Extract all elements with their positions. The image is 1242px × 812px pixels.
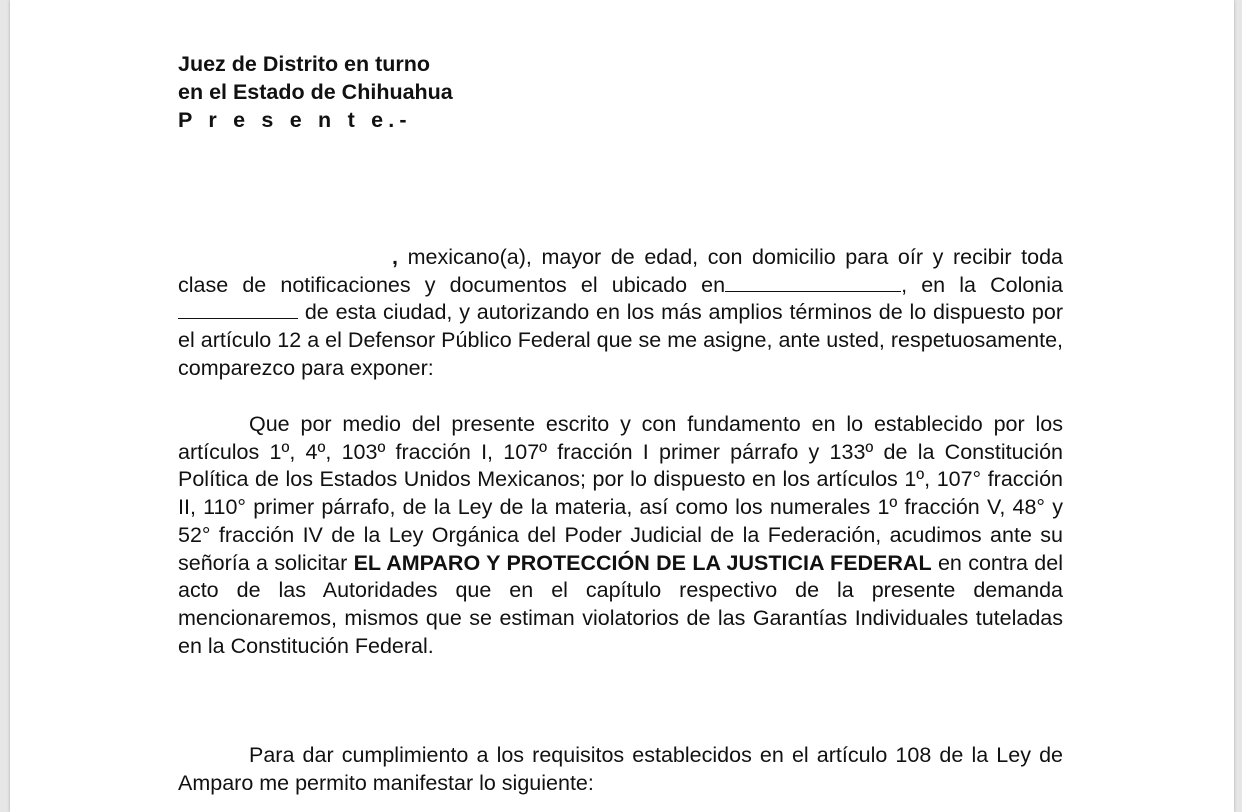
intro-text-2: , en la Colonia (901, 272, 1063, 297)
intro-paragraph (178, 244, 1063, 383)
name-blank (178, 245, 392, 264)
addressee-heading (178, 50, 453, 134)
document-page (10, 0, 1234, 812)
address-blank (725, 272, 901, 292)
intro-text-3: de esta ciudad, y autorizando en los más amplios términos de lo dispuesto por el artículo 12 a el Defensor Público Federal que se me asigne, ante usted, respetuosamente, comparezco para exponer: (178, 300, 1063, 380)
closing-paragraph (178, 742, 1063, 797)
body-text-1: Que por medio del presente escrito y con fundamento en lo establecido por los artículos 1º, 4º, 103º fracción I, 107º fracción I primer párrafo y 133º de la Constitución Política de los Estados Unidos Mexicanos; por lo dispuesto en los artículos 1º, 107° fracción II, 110° primer párrafo, de la Ley de la materia, así como los numerales 1º fracción V, 48° y 52° fracción IV de la Ley Orgánica del Poder Judicial de la Federación, acudimos ante su señoría a solicitar (178, 412, 1063, 575)
intro-comma: , (392, 245, 398, 269)
body-text-2: en contra del acto de las Autoridades que en el capítulo respectivo de la presente demanda mencionaremos, mismos que se estiman violatorios de las Garantías Individuales tuteladas en la Constitución Federal. (178, 550, 1063, 658)
body-bold-text: EL AMPARO Y PROTECCIÓN DE LA JUSTICIA FEDERAL (353, 550, 932, 575)
addressee-line-2: en el Estado de Chihuahua (178, 80, 453, 104)
addressee-line-1: Juez de Distrito en turno (178, 52, 431, 76)
body-paragraph (178, 411, 1063, 660)
closing-text: Para dar cumplimiento a los requisitos establecidos en el artículo 108 de la Ley de Amparo me permito manifestar lo siguiente: (178, 743, 1063, 795)
intro-text-1: mexicano(a), mayor de edad, con domicilio para oír y recibir toda clase de notificaciones y documentos el ubicado en (178, 245, 1063, 297)
addressee-line-3: P r e s e n t e.- (178, 108, 412, 132)
colonia-blank (178, 299, 298, 319)
